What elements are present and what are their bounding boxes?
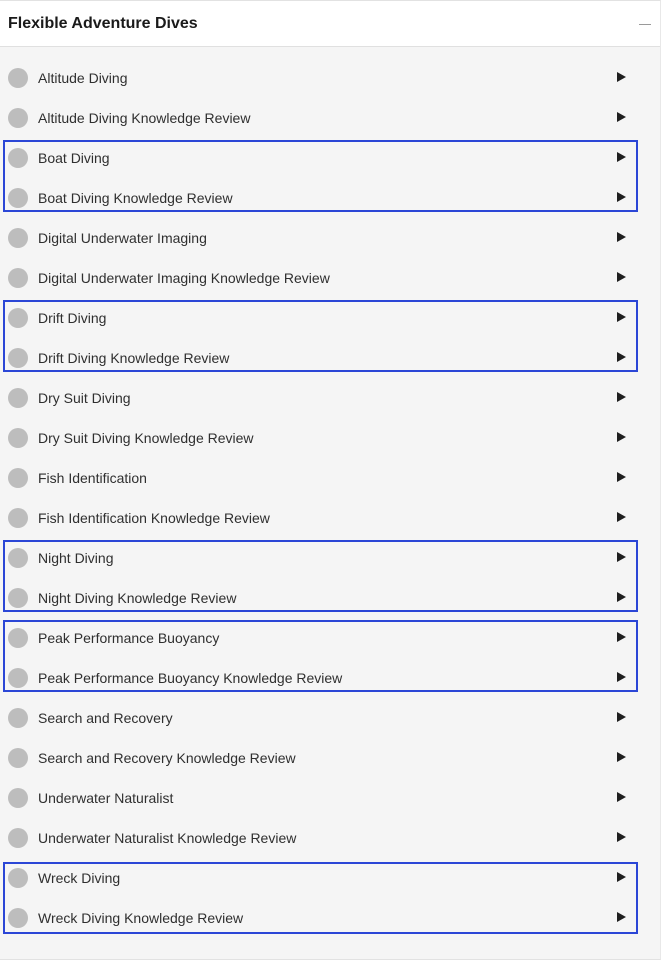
play-icon[interactable]	[617, 592, 626, 602]
list-item[interactable]	[0, 578, 660, 618]
play-icon[interactable]	[617, 512, 626, 522]
list-item[interactable]	[0, 778, 660, 818]
play-icon[interactable]	[617, 872, 626, 882]
status-circle-icon	[8, 428, 28, 448]
status-circle-icon	[8, 308, 28, 328]
list-item-label: Drift Diving	[38, 310, 107, 326]
list-item-label: Search and Recovery Knowledge Review	[38, 750, 296, 766]
status-circle-icon	[8, 708, 28, 728]
list-item-label: Dry Suit Diving	[38, 390, 131, 406]
list-item[interactable]	[0, 218, 660, 258]
list-item[interactable]	[0, 298, 660, 338]
status-circle-icon	[8, 348, 28, 368]
status-circle-icon	[8, 268, 28, 288]
list-item[interactable]	[0, 258, 660, 298]
status-circle-icon	[8, 68, 28, 88]
list-item-label: Boat Diving Knowledge Review	[38, 190, 233, 206]
minus-icon[interactable]	[638, 14, 652, 34]
list-item-label: Underwater Naturalist Knowledge Review	[38, 830, 297, 846]
play-icon[interactable]	[617, 832, 626, 842]
list-item-label: Altitude Diving Knowledge Review	[38, 110, 251, 126]
dive-list	[0, 58, 660, 938]
status-circle-icon	[8, 228, 28, 248]
list-item[interactable]	[0, 98, 660, 138]
list-item[interactable]	[0, 698, 660, 738]
list-item[interactable]	[0, 538, 660, 578]
status-circle-icon	[8, 588, 28, 608]
status-circle-icon	[8, 388, 28, 408]
list-item[interactable]	[0, 378, 660, 418]
play-icon[interactable]	[617, 392, 626, 402]
panel-header[interactable]	[0, 1, 660, 47]
status-circle-icon	[8, 748, 28, 768]
list-item-label: Drift Diving Knowledge Review	[38, 350, 230, 366]
play-icon[interactable]	[617, 472, 626, 482]
list-item-label: Search and Recovery	[38, 710, 173, 726]
play-icon[interactable]	[617, 112, 626, 122]
list-item-label: Underwater Naturalist	[38, 790, 174, 806]
list-item-label: Fish Identification	[38, 470, 147, 486]
list-item[interactable]	[0, 818, 660, 858]
status-circle-icon	[8, 508, 28, 528]
list-item-label: Digital Underwater Imaging	[38, 230, 207, 246]
play-icon[interactable]	[617, 432, 626, 442]
status-circle-icon	[8, 868, 28, 888]
play-icon[interactable]	[617, 232, 626, 242]
status-circle-icon	[8, 828, 28, 848]
list-item[interactable]	[0, 138, 660, 178]
play-icon[interactable]	[617, 272, 626, 282]
list-item-label: Night Diving Knowledge Review	[38, 590, 237, 606]
status-circle-icon	[8, 188, 28, 208]
play-icon[interactable]	[617, 72, 626, 82]
play-icon[interactable]	[617, 352, 626, 362]
play-icon[interactable]	[617, 152, 626, 162]
list-item[interactable]	[0, 498, 660, 538]
status-circle-icon	[8, 548, 28, 568]
play-icon[interactable]	[617, 912, 626, 922]
play-icon[interactable]	[617, 632, 626, 642]
status-circle-icon	[8, 148, 28, 168]
status-circle-icon	[8, 628, 28, 648]
list-item-label: Fish Identification Knowledge Review	[38, 510, 270, 526]
play-icon[interactable]	[617, 792, 626, 802]
list-item[interactable]	[0, 658, 660, 698]
panel-title: Flexible Adventure Dives	[8, 15, 198, 32]
list-item[interactable]	[0, 58, 660, 98]
status-circle-icon	[8, 668, 28, 688]
list-item-label: Digital Underwater Imaging Knowledge Review	[38, 270, 330, 286]
play-icon[interactable]	[617, 192, 626, 202]
list-item[interactable]	[0, 898, 660, 938]
status-circle-icon	[8, 908, 28, 928]
list-item-label: Peak Performance Buoyancy Knowledge Review	[38, 670, 343, 686]
play-icon[interactable]	[617, 712, 626, 722]
status-circle-icon	[8, 108, 28, 128]
list-item-label: Wreck Diving Knowledge Review	[38, 910, 244, 926]
list-item[interactable]	[0, 618, 660, 658]
list-item-label: Night Diving	[38, 550, 114, 566]
list-item-label: Wreck Diving	[38, 870, 121, 886]
list-item-label: Peak Performance Buoyancy	[38, 630, 220, 646]
list-item[interactable]	[0, 338, 660, 378]
play-icon[interactable]	[617, 552, 626, 562]
status-circle-icon	[8, 468, 28, 488]
list-item[interactable]	[0, 858, 660, 898]
list-item-label: Dry Suit Diving Knowledge Review	[38, 430, 254, 446]
list-item-label: Boat Diving	[38, 150, 110, 166]
list-item[interactable]	[0, 738, 660, 778]
play-icon[interactable]	[617, 312, 626, 322]
list-item[interactable]	[0, 418, 660, 458]
status-circle-icon	[8, 788, 28, 808]
list-item[interactable]	[0, 458, 660, 498]
play-icon[interactable]	[617, 752, 626, 762]
play-icon[interactable]	[617, 672, 626, 682]
list-item[interactable]	[0, 178, 660, 218]
list-item-label: Altitude Diving	[38, 70, 128, 86]
